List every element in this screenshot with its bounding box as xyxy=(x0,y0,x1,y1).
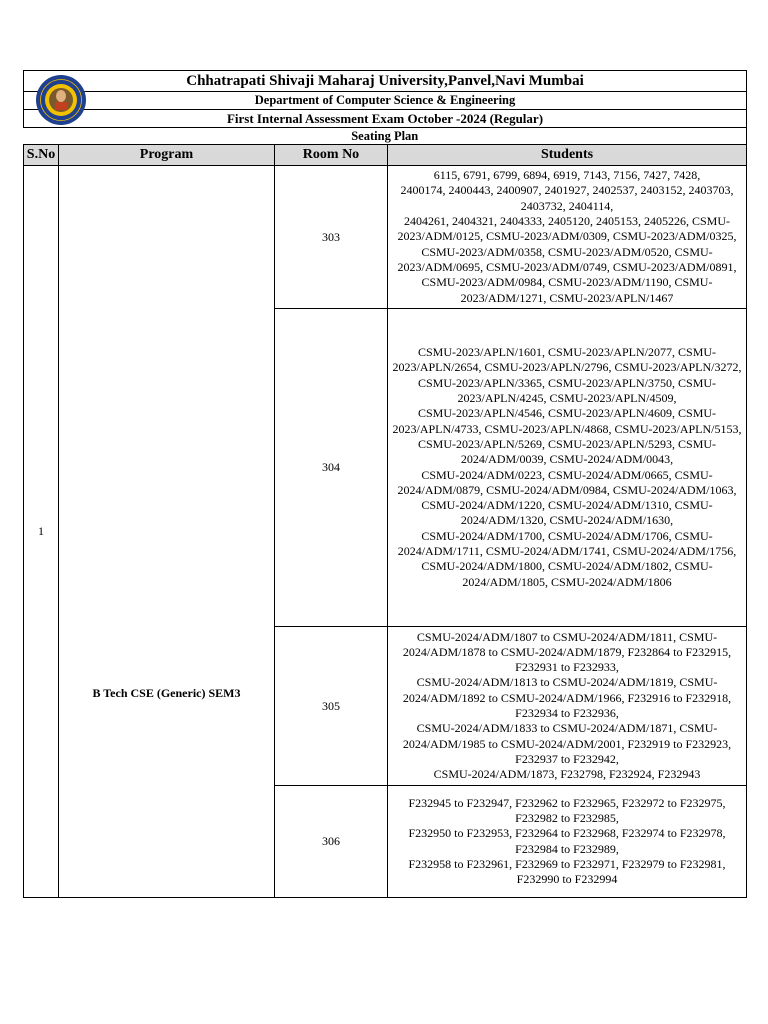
student-line: CSMU-2024/ADM/0223, CSMU-2024/ADM/0665, CSMU- xyxy=(421,467,713,482)
student-line: 2403732, 2404114, xyxy=(520,198,614,213)
student-line: 2404261, 2404321, 2404333, 2405120, 2405153, 2405226, CSMU- xyxy=(404,214,731,229)
student-line: 2023/APLN/4733, CSMU-2023/APLN/4868, CSMU-2023/APLN/5153, xyxy=(392,421,742,436)
student-line: 2024/ADM/1878 to CSMU-2024/ADM/1879, F232864 to F232915, xyxy=(402,644,732,659)
student-line: F232984 to F232989, xyxy=(515,841,619,856)
student-line: F232934 to F232936, xyxy=(515,706,619,720)
student-line: F232990 to F232994 xyxy=(516,872,618,887)
student-line: CSMU-2023/APLN/5269, CSMU-2023/APLN/5293, CSMU- xyxy=(417,436,717,451)
seating-plan-title: Seating Plan xyxy=(24,128,747,145)
room-cell: 304 xyxy=(275,309,388,627)
students-cell xyxy=(388,309,747,627)
table-row xyxy=(24,166,747,309)
student-line: CSMU-2024/ADM/1807 to CSMU-2024/ADM/1811, CSMU- xyxy=(416,629,718,644)
student-line: F232958 to F232961, F232969 to F232971, F232979 to F232981, xyxy=(408,856,726,871)
university-title: Chhatrapati Shivaji Maharaj University,Panvel,Navi Mumbai xyxy=(24,71,747,92)
program-label: B Tech CSE (Generic) SEM3 xyxy=(92,686,241,700)
exam-title: First Internal Assessment Exam October -2024 (Regular) xyxy=(24,110,747,128)
sno-cell: 1 xyxy=(24,166,59,898)
student-line: 2024/ADM/1892 to CSMU-2024/ADM/1966, F232916 to F232918, xyxy=(402,690,732,705)
students-cell xyxy=(388,166,747,309)
student-line: CSMU-2024/ADM/1813 to CSMU-2024/ADM/1819, CSMU- xyxy=(416,675,718,690)
student-line: 2024/ADM/1985 to CSMU-2024/ADM/2001, F232919 to F232923, xyxy=(402,736,732,751)
student-line: CSMU-2023/ADM/0358, CSMU-2023/ADM/0520, CSMU- xyxy=(421,244,713,259)
student-line: 2023/APLN/2654, CSMU-2023/APLN/2796, CSMU-2023/APLN/3272, xyxy=(392,360,742,375)
student-line: 2024/ADM/0879, CSMU-2024/ADM/0984, CSMU-2024/ADM/1063, xyxy=(397,482,737,497)
student-line: CSMU-2023/APLN/1601, CSMU-2023/APLN/2077, CSMU- xyxy=(417,345,717,360)
student-line: F232945 to F232947, F232962 to F232965, F232972 to F232975, xyxy=(408,795,726,810)
program-cell xyxy=(59,166,275,898)
student-line: 2023/APLN/4245, CSMU-2023/APLN/4509, xyxy=(457,391,677,406)
university-logo xyxy=(35,74,87,126)
room-cell: 306 xyxy=(275,786,388,898)
student-line: F232937 to F232942, xyxy=(515,751,619,766)
student-line: 2024/ADM/1711, CSMU-2024/ADM/1741, CSMU-2024/ADM/1756, xyxy=(397,543,737,558)
column-header-row xyxy=(24,145,747,166)
students-cell xyxy=(388,627,747,786)
seating-plan-sheet xyxy=(23,70,746,898)
student-line: 2400174, 2400443, 2400907, 2401927, 2402537, 2403152, 2403703, xyxy=(400,183,734,198)
department-title: Department of Computer Science & Engineering xyxy=(24,92,747,110)
university-seal-icon xyxy=(35,74,87,126)
student-line: F232931 to F232933, xyxy=(515,660,619,675)
student-line: F232950 to F232953, F232964 to F232968, F232974 to F232978, xyxy=(408,826,726,841)
student-line: 2023/ADM/1271, CSMU-2023/APLN/1467 xyxy=(460,290,674,305)
seating-plan-table xyxy=(23,70,747,898)
student-line: 2024/ADM/0039, CSMU-2024/ADM/0043, xyxy=(460,452,674,467)
column-header-sno: S.No xyxy=(24,145,59,166)
student-line: CSMU-2024/ADM/1833 to CSMU-2024/ADM/1871, CSMU- xyxy=(416,721,718,736)
student-line: CSMU-2024/ADM/1800, CSMU-2024/ADM/1802, CSMU- xyxy=(421,559,713,574)
student-line: 2023/ADM/0125, CSMU-2023/ADM/0309, CSMU-2023/ADM/0325, xyxy=(397,229,737,244)
student-line: CSMU-2024/ADM/1220, CSMU-2024/ADM/1310, CSMU- xyxy=(421,498,713,513)
student-line: CSMU-2023/ADM/0984, CSMU-2023/ADM/1190, CSMU- xyxy=(421,275,713,290)
student-line: 2024/ADM/1320, CSMU-2024/ADM/1630, xyxy=(460,513,674,528)
column-header-program: Program xyxy=(59,145,275,166)
column-header-students: Students xyxy=(388,145,747,166)
column-header-room: Room No xyxy=(275,145,388,166)
student-line: CSMU-2023/APLN/3365, CSMU-2023/APLN/3750, CSMU- xyxy=(417,375,717,390)
student-line: 2024/ADM/1805, CSMU-2024/ADM/1806 xyxy=(462,574,672,589)
room-cell: 303 xyxy=(275,166,388,309)
room-cell: 305 xyxy=(275,627,388,786)
student-line: CSMU-2024/ADM/1873, F232798, F232924, F232943 xyxy=(433,767,701,782)
student-line: F232982 to F232985, xyxy=(515,810,619,825)
student-line: CSMU-2024/ADM/1700, CSMU-2024/ADM/1706, CSMU- xyxy=(421,528,713,543)
students-cell xyxy=(388,786,747,898)
student-line: 2023/ADM/0695, CSMU-2023/ADM/0749, CSMU-2023/ADM/0891, xyxy=(397,259,737,274)
student-line: 6115, 6791, 6799, 6894, 6919, 7143, 7156, 7427, 7428, xyxy=(433,168,701,183)
student-line: CSMU-2023/APLN/4546, CSMU-2023/APLN/4609, CSMU- xyxy=(417,406,717,421)
